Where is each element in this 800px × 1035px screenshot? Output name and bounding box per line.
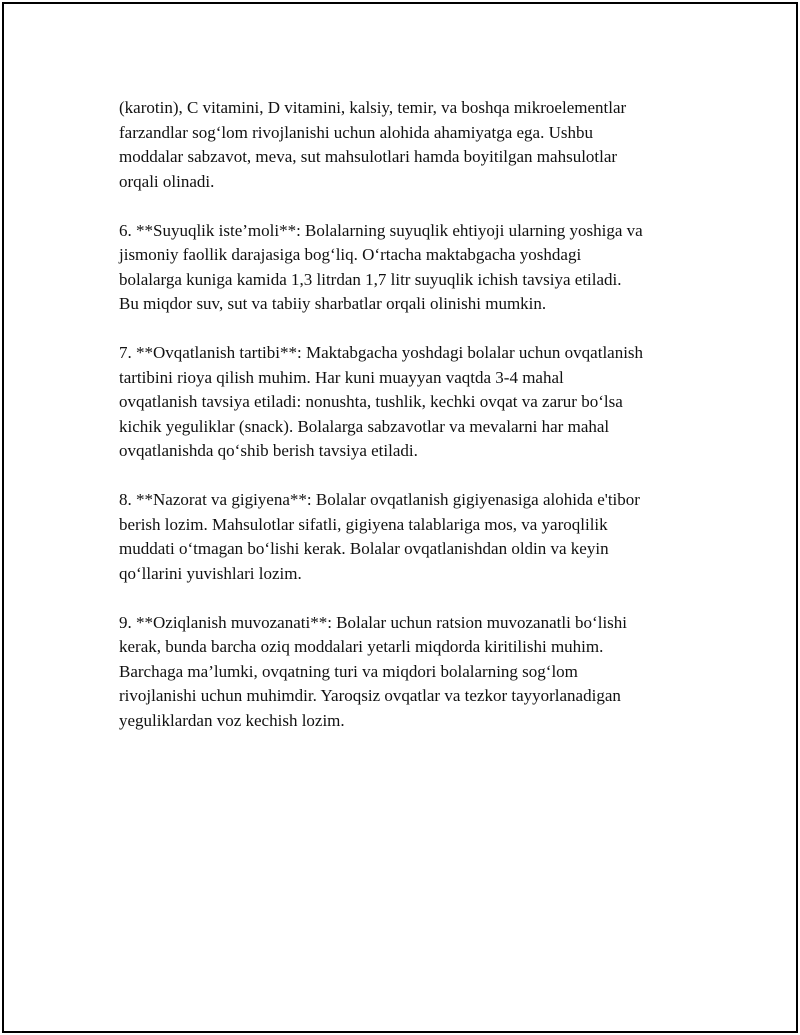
paragraph-meal-schedule: 7. **Ovqatlanish tartibi**: Maktabgacha yoshdagi bolalar uchun ovqatlanish tartibini rioya qilish muhim. Har kuni muayyan vaqtda 3-4 mahal ovqatlanish tavsiya etiladi: nonushta, tushlik, kechki ovqat va zarur bo‘lsa kichik yeguliklar (snack). Bolalarga sabzavotlar va mevalarni har mahal ovqatlanishda qo‘shib berish tavsiya etiladi. — [119, 343, 644, 460]
paragraph-nutrients: (karotin), C vitamini, D vitamini, kalsiy, temir, va boshqa mikroelementlar farzandlar sog‘lom rivojlanishi uchun alohida ahamiyatga ega. Ushbu moddalar sabzavot, meva, sut mahsulotlari hamda boyitilgan mahsulotlar orqali olinadi. — [119, 98, 627, 191]
document-page — [2, 2, 798, 1033]
paragraph-nutrition-balance: 9. **Oziqlanish muvozanati**: Bolalar uchun ratsion muvozanatli bo‘lishi kerak, bunda barcha oziq moddalari yetarli miqdorda kiritilishi muhim. Barchaga ma’lumki, ovqatning turi va miqdori bolalarning sog‘lom rivojlanishi uchun muhimdir. Yaroqsiz ovqatlar va tezkor tayyorlanadigan yeguliklardan voz kechish lozim. — [119, 612, 628, 730]
document-body — [119, 96, 709, 758]
paragraph-fluid-intake: 6. **Suyuqlik iste’moli**: Bolalarning suyuqlik ehtiyoji ularning yoshiga va jismoniy faollik darajasiga bog‘liq. O‘rtacha maktabgacha yoshdagi bolalarga kuniga kamida 1,3 litrdan 1,7 litr suyuqlik ichish tavsiya etiladi. Bu miqdor suv, sut va tabiiy sharbatlar orqali olinishi mumkin. — [119, 220, 643, 313]
paragraph-control-hygiene: 8. **Nazorat va gigiyena**: Bolalar ovqatlanish gigiyenasiga alohida e'tibor berish lozim. Mahsulotlar sifatli, gigiyena talablariga mos, va yaroqlilik muddati o‘tmagan bo‘lishi kerak. Bolalar ovqatlanishdan oldin va keyin qo‘llarini yuvishlari lozim. — [119, 490, 640, 583]
